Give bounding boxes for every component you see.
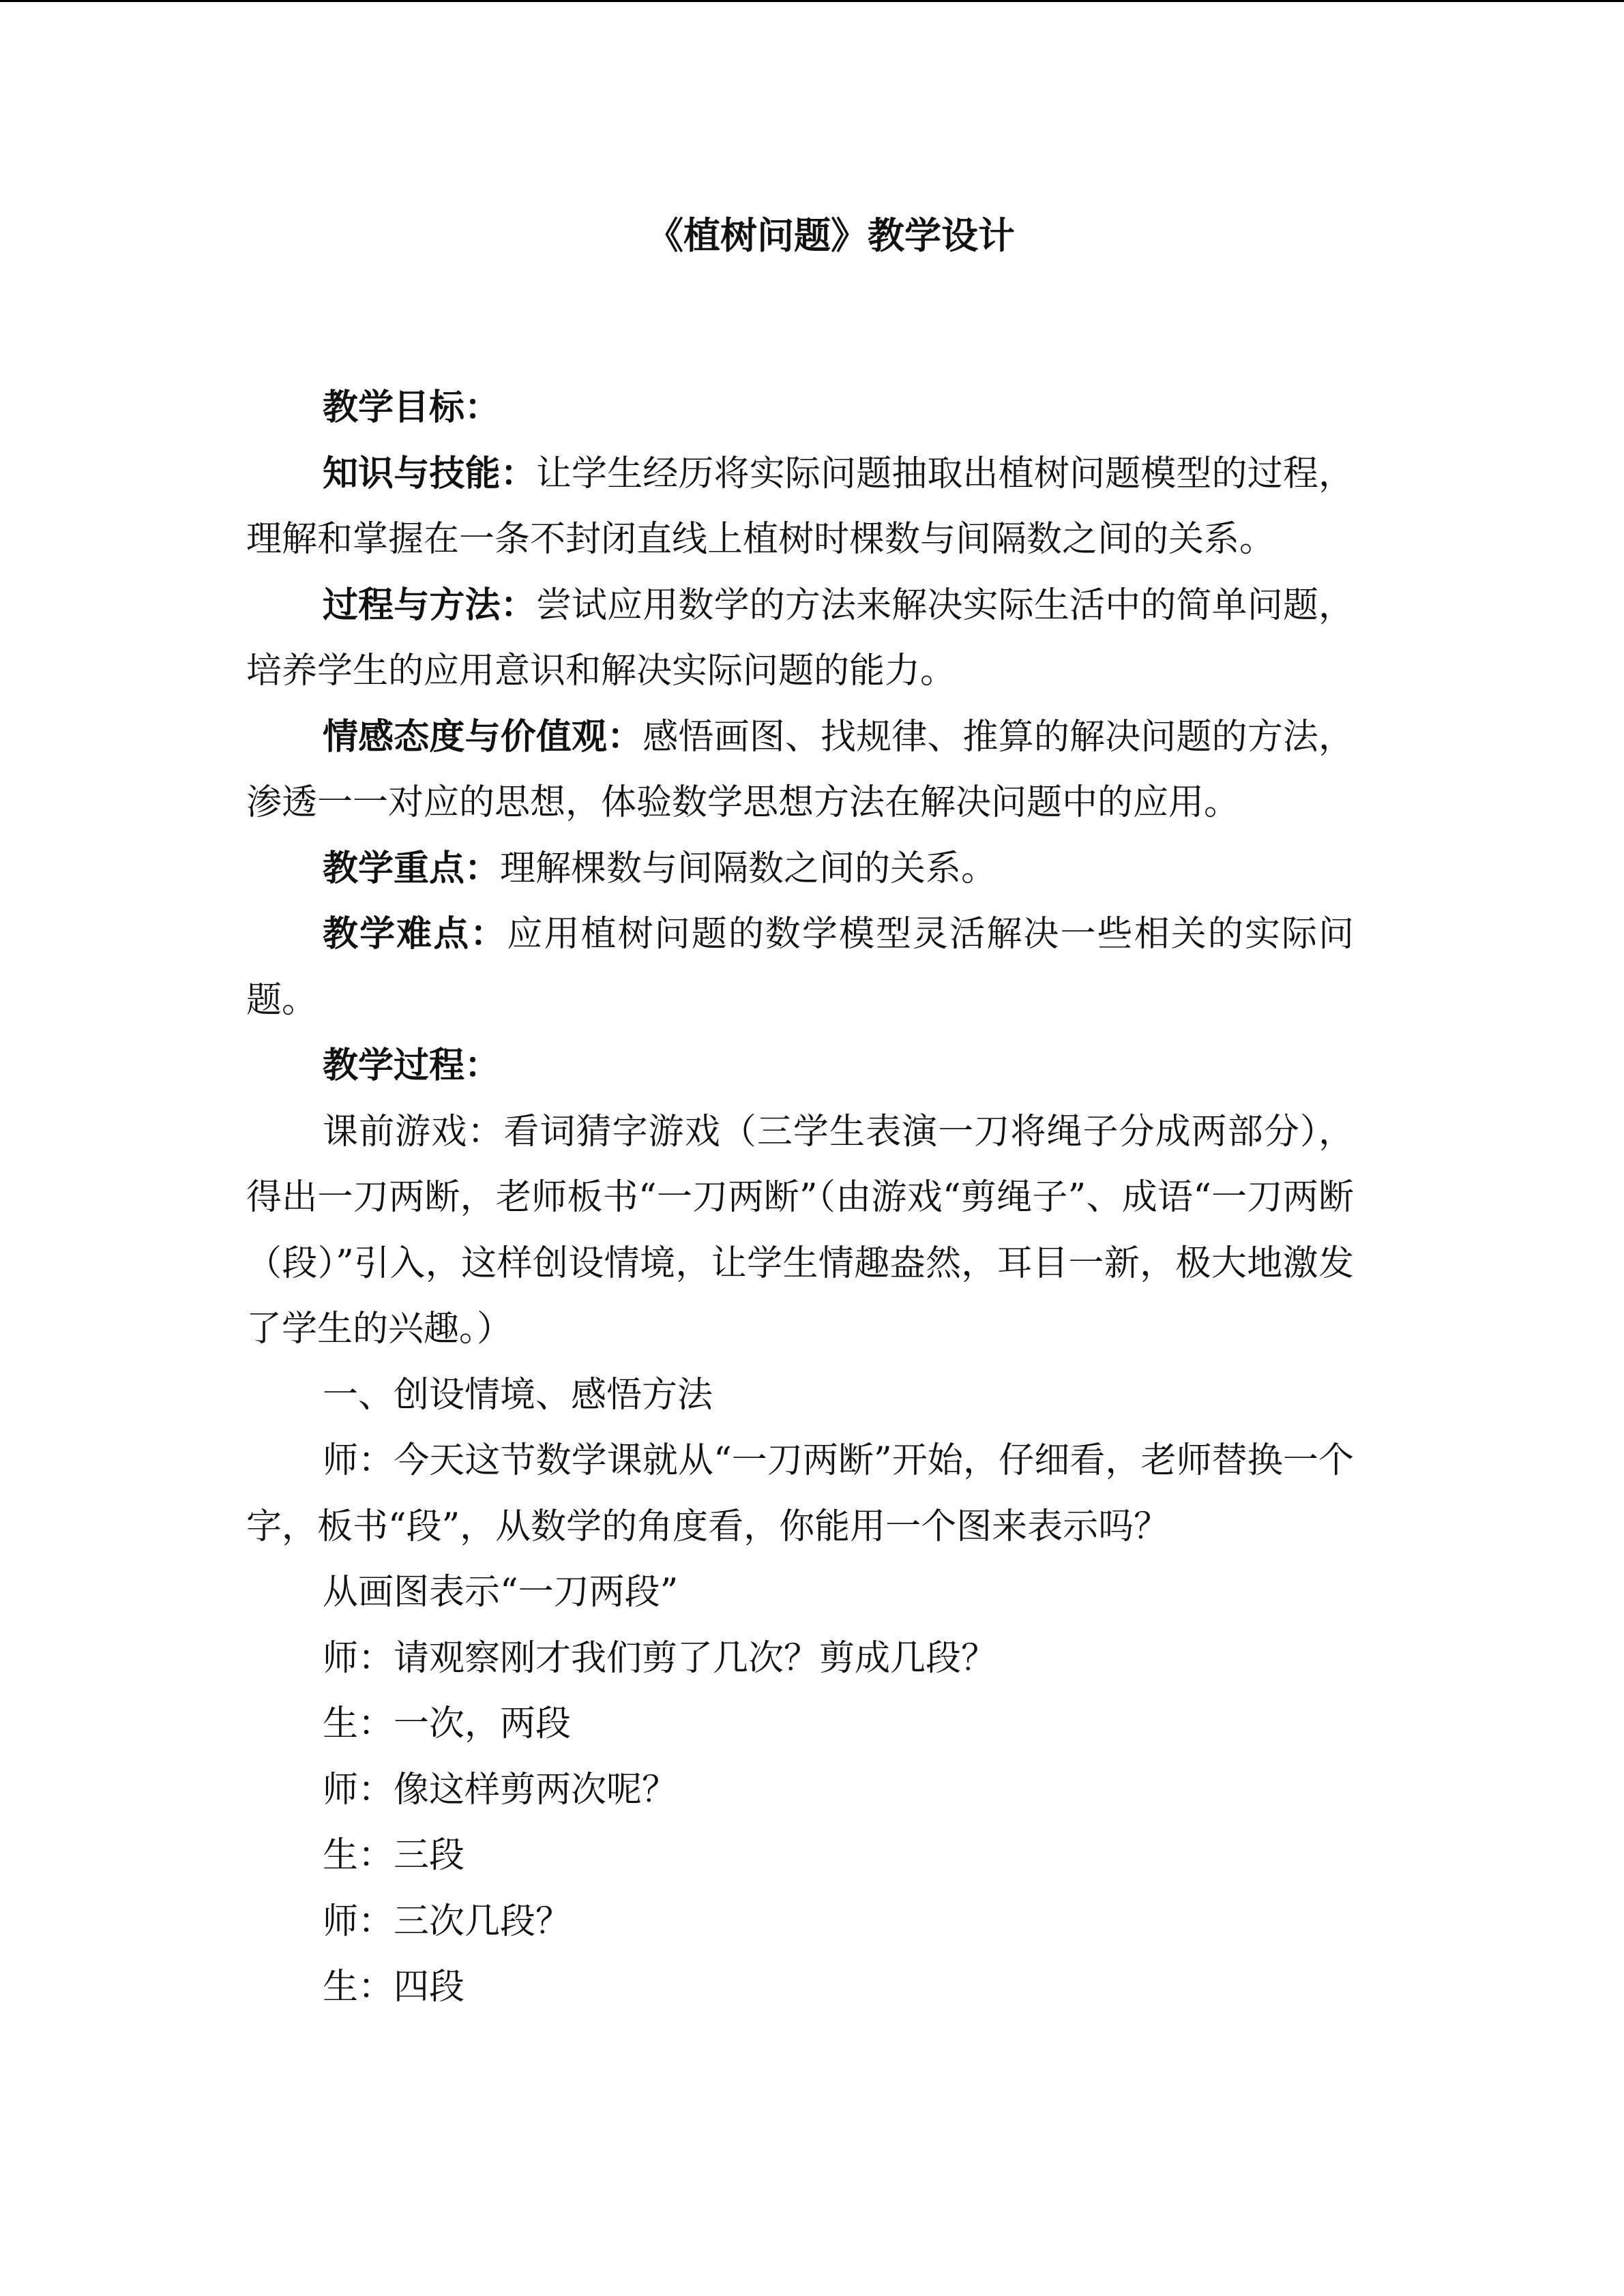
process-method-text: 尝试应用数学的方法来解决实际生活中的简单问题，培养学生的应用意识和解决实际问题的能力。 xyxy=(246,584,1354,691)
process-method-paragraph xyxy=(246,573,1354,704)
key-point-label: 教学重点： xyxy=(323,847,501,889)
process-heading-label: 教学过程： xyxy=(323,1045,501,1086)
document-page xyxy=(246,205,1354,2021)
objectives-heading-label: 教学目标： xyxy=(323,387,501,428)
process-heading xyxy=(246,1033,1354,1099)
dialogue-line: 师：请观察刚才我们剪了几次？剪成几段？ xyxy=(323,1637,997,1679)
key-point-text: 理解棵数与间隔数之间的关系。 xyxy=(500,848,997,889)
emotion-values-label: 情感态度与价值观： xyxy=(323,715,643,758)
dialogue-line: 师：今天这节数学课就从“一刀两断”开始，仔细看，老师替换一个字，板书“段”，从数学的角度看，你能用一个图来表示吗？ xyxy=(246,1440,1354,1547)
objectives-heading xyxy=(246,375,1354,441)
knowledge-skills-paragraph xyxy=(246,441,1354,573)
document-title: 《植树问题》教学设计 xyxy=(647,213,1015,257)
difficulty-paragraph xyxy=(246,901,1354,1033)
difficulty-text: 应用植树问题的数学模型灵活解决一些相关的实际问题。 xyxy=(246,914,1354,1021)
pre-class-game-paragraph: 课前游戏：看词猜字游戏（三学生表演一刀将绳子分成两部分），得出一刀两断，老师板书“一刀两断”（由游戏“剪绳子”、成语“一刀两断（段）”引入，这样创设情境，让学生情趣盎然，耳目一新，极大地激发了学生的兴趣。） xyxy=(246,1111,1354,1350)
difficulty-label: 教学难点： xyxy=(323,913,507,955)
dialogue-line: 生：三段 xyxy=(323,1835,465,1876)
dialogue-line: 师：三次几段？ xyxy=(323,1900,572,1942)
dialogue-line: 从画图表示“一刀两段” xyxy=(323,1572,679,1613)
emotion-values-paragraph xyxy=(246,704,1354,836)
section-one-heading: 一、创设情境、感悟方法 xyxy=(323,1374,713,1416)
top-border-line xyxy=(0,0,1624,2)
process-method-label: 过程与方法： xyxy=(323,584,536,626)
key-point-paragraph xyxy=(246,836,1354,902)
knowledge-skills-label: 知识与技能： xyxy=(323,452,536,494)
dialogue-line: 生：一次，两段 xyxy=(323,1703,572,1744)
knowledge-skills-text: 让学生经历将实际问题抽取出植树问题模型的过程，理解和掌握在一条不封闭直线上植树时棵数与间隔数之间的关系。 xyxy=(246,453,1354,560)
dialogue-line: 师：像这样剪两次呢？ xyxy=(323,1769,678,1810)
dialogue-line: 生：四段 xyxy=(323,1967,465,2008)
emotion-values-text: 感悟画图、找规律、推算的解决问题的方法，渗透一一对应的思想，体验数学思想方法在解决问题中的应用。 xyxy=(246,716,1354,823)
